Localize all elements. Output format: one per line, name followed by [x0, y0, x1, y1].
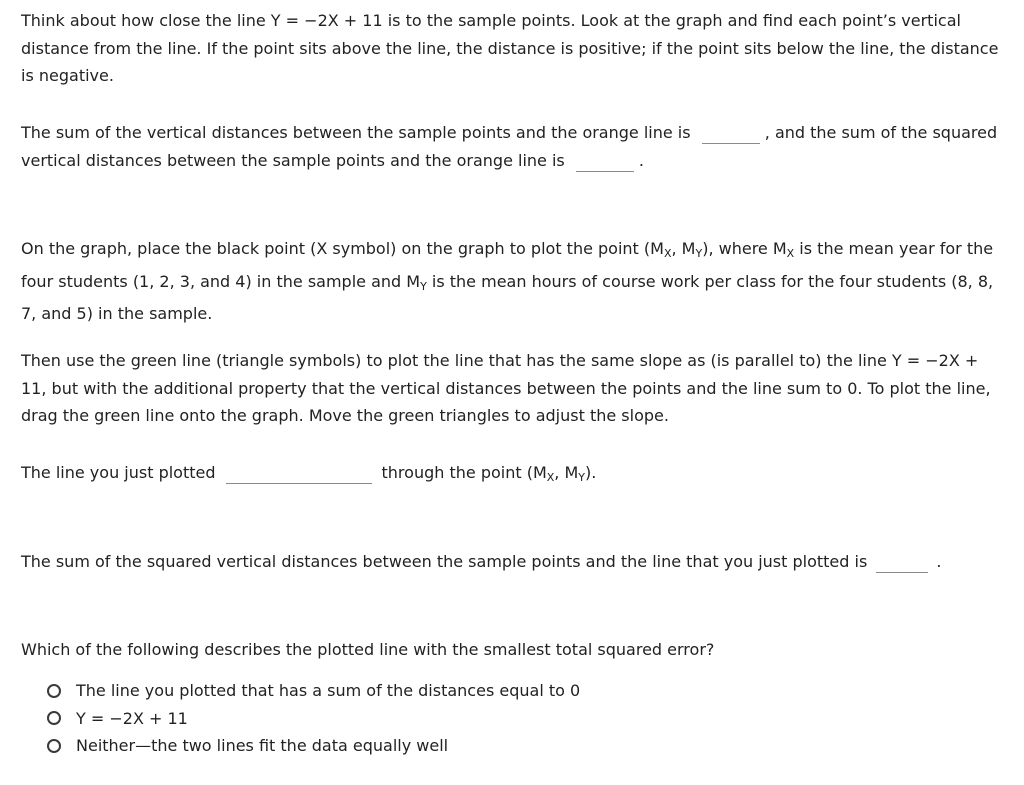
mean-point-text-1: On the graph, place the black point (X symbol) on the graph to plot the point (M: [21, 239, 664, 258]
mean-point-text-4: is the mean year for the four students (1, 2, 3, and 4) in the sample and M: [21, 239, 994, 291]
plotted-line-text-2: through the point (M: [381, 463, 547, 482]
sums-text-2: , and the sum of the squared vertical distances between the sample points and the orange line is: [21, 123, 998, 170]
intro-paragraph: [21, 7, 1006, 90]
mean-y-subscript: Y: [578, 471, 586, 484]
mean-point-text-5: is the mean hours of course work per class for the four students (8, 8, 7, and 5) in the sample.: [21, 271, 994, 323]
mean-point-text-2: , M: [671, 239, 696, 258]
option-label: Neither—the two lines fit the data equally well: [76, 736, 449, 756]
option-label: Y = −2X + 11: [76, 708, 188, 728]
question-prompt: [21, 636, 1006, 664]
option-neither[interactable]: [47, 732, 580, 760]
radio-button[interactable]: [47, 739, 61, 753]
sum-distances-blank[interactable]: [702, 123, 760, 144]
green-line-text: Then use the green line (triangle symbols) to plot the line that has the same slope as (is parallel to) the line Y = −2X + 11, but with the additional property that the vertical distances between the points and the line sum to 0. To plot the line, drag the green line onto the graph. Move the green triangles to adjust the slope.: [21, 351, 991, 425]
plotted-line-paragraph: [21, 459, 1006, 492]
option-label: The line you plotted that has a sum of the distances equal to 0: [76, 681, 581, 701]
option-zero-sum-line[interactable]: [47, 677, 580, 705]
sum-squared-distances-blank[interactable]: [576, 151, 634, 172]
green-line-paragraph: [21, 347, 1006, 430]
radio-button[interactable]: [47, 684, 61, 698]
sums-text-1: The sum of the vertical distances between the sample points and the orange line is: [21, 123, 691, 142]
squared-sum-text: The sum of the squared vertical distances between the sample points and the line that you just plotted is: [21, 552, 868, 571]
mean-y-subscript: Y: [695, 247, 703, 260]
mean-x-subscript: X: [786, 247, 795, 260]
squared-sum-blank[interactable]: [876, 552, 928, 573]
mean-x-subscript: X: [546, 471, 555, 484]
plotted-line-text-3: , M: [554, 463, 579, 482]
sums-paragraph: [21, 119, 1006, 174]
squared-sum-paragraph: [21, 548, 1006, 576]
plotted-line-text-1: The line you just plotted: [21, 463, 216, 482]
squared-sum-period: .: [936, 552, 942, 571]
mean-y-subscript: Y: [420, 279, 427, 293]
radio-button[interactable]: [47, 711, 61, 725]
plotted-line-text-4: ).: [585, 463, 597, 482]
option-orange-line[interactable]: [47, 705, 580, 733]
question-prompt-text: Which of the following describes the plotted line with the smallest total squared error?: [21, 640, 715, 659]
mean-x-subscript: X: [663, 247, 672, 260]
answer-options: [47, 677, 580, 760]
intro-text: Think about how close the line Y = −2X + 11 is to the sample points. Look at the graph and find each point’s vertical distance from the line. If the point sits above the line, the distance is positive; if the point sits below the line, the distance is negative.: [21, 11, 999, 85]
mean-point-paragraph: [21, 235, 1006, 328]
sums-text-3: .: [638, 150, 645, 170]
plotted-line-dropdown[interactable]: [226, 463, 372, 484]
mean-point-text-3: ), where M: [702, 239, 787, 258]
